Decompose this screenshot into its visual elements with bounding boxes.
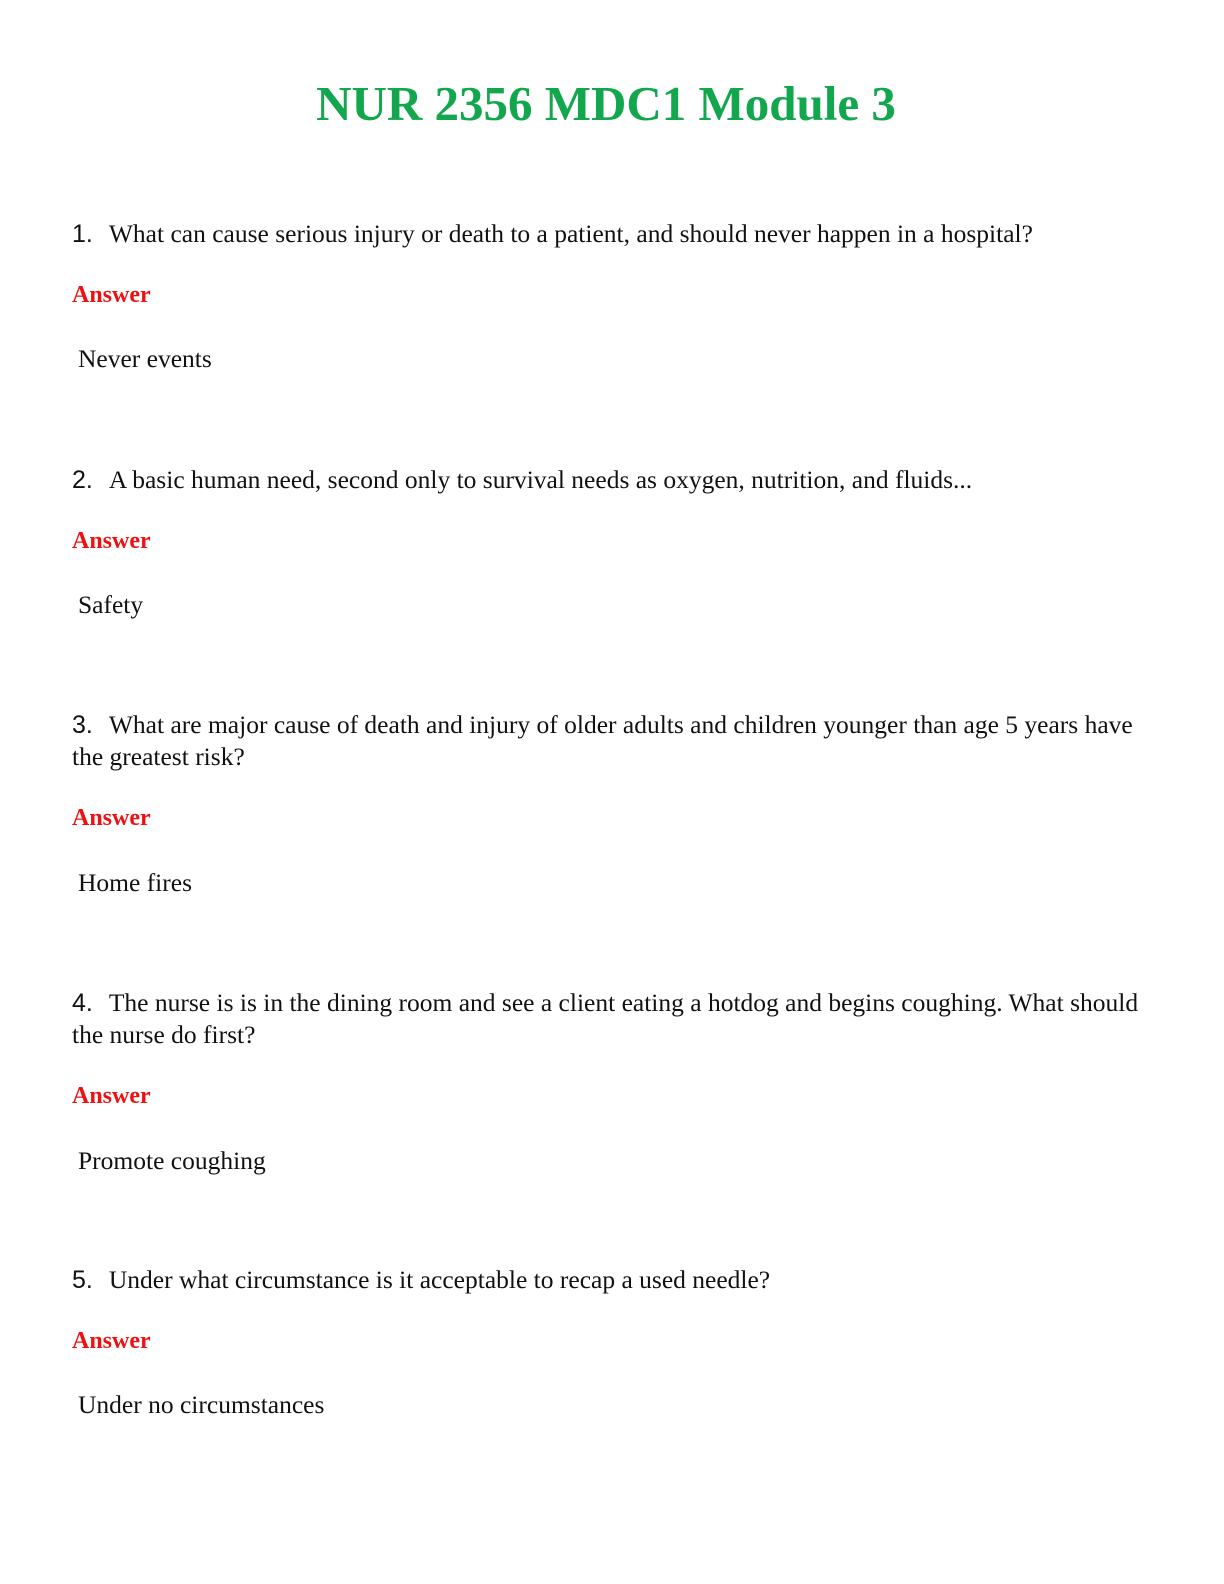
answer-text: Under no circumstances <box>78 1390 325 1419</box>
question-4 <box>72 987 1152 1051</box>
qa-item-3 <box>72 709 1152 897</box>
question-text: What can cause serious injury or death to a patient, and should never happen in a hospital? <box>108 219 1033 248</box>
question-2 <box>72 464 1152 496</box>
question-number: 2. <box>72 466 93 494</box>
answer-label: Answer <box>72 282 151 308</box>
answer-label: Answer <box>72 805 151 831</box>
answer-label: Answer <box>72 1328 151 1354</box>
qa-item-2 <box>72 464 1152 619</box>
question-text: Under what circumstance is it acceptable to recap a used needle? <box>108 1265 771 1294</box>
question-number: 3. <box>72 711 93 739</box>
qa-item-1 <box>72 218 1152 373</box>
question-text: A basic human need, second only to survival needs as oxygen, nutrition, and fluids... <box>108 465 973 494</box>
qa-item-4 <box>72 987 1152 1175</box>
question-number: 5. <box>72 1266 93 1294</box>
answer-text: Home fires <box>78 868 193 897</box>
answer-label: Answer <box>72 1083 151 1109</box>
qa-item-5 <box>72 1264 1152 1419</box>
answer-text: Promote coughing <box>78 1146 266 1175</box>
question-number: 4. <box>72 989 93 1017</box>
question-3 <box>72 709 1152 773</box>
question-number: 1. <box>72 220 93 248</box>
answer-label: Answer <box>72 528 151 554</box>
answer-text: Never events <box>78 344 212 373</box>
page-title: NUR 2356 MDC1 Module 3 <box>316 76 896 131</box>
question-text: What are major cause of death and injury of older adults and children younger than age 5 years have the greatest risk? <box>72 710 1133 771</box>
question-5 <box>72 1264 1152 1296</box>
question-1 <box>72 218 1152 250</box>
answer-text: Safety <box>78 590 144 619</box>
question-text: The nurse is is in the dining room and see a client eating a hotdog and begins coughing. What should the nurse do first? <box>72 988 1139 1049</box>
